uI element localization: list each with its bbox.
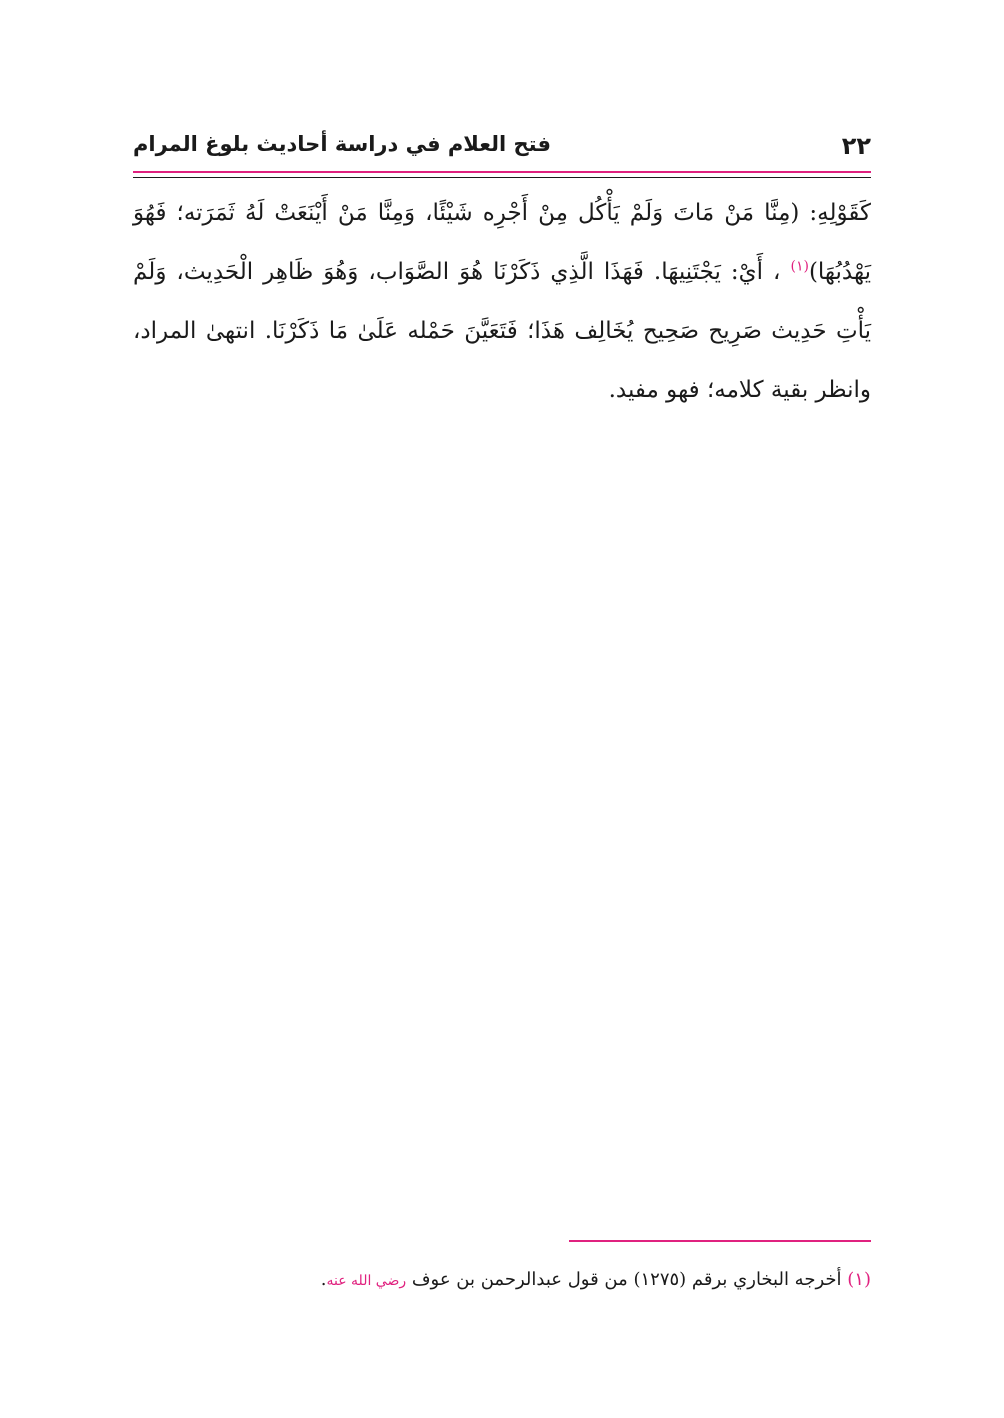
header-rule-thin (133, 177, 871, 178)
footnote-separator (569, 1240, 871, 1242)
page-number: ٢٢ (841, 132, 871, 160)
body-text-part-1: كَقَوْلِهِ: (مِنَّا مَنْ مَاتَ وَلَمْ يَأْكُل مِنْ أَجْرِه شَيْئًا، وَمِنَّا مَنْ أَيْنَعَتْ لَهُ ثَمَرَته؛ فَهُوَ يَهْدُبُهَا) (133, 200, 871, 285)
body-text-part-2: ، أَيْ: يَجْتَنِيهَا. فَهَذَا الَّذِي ذَكَرْنَا هُوَ الصَّوَاب، وَهُوَ ظَاهِر الْحَدِيث، وَلَمْ يَأْتِ حَدِيث صَرِيح صَحِيح يُخَالِف هَذَا؛ فَتَعَيَّنَ حَمْله عَلَىٰ مَا ذَكَرْنَا. انتهىٰ المراد، وانظر بقية كلامه؛ فهو مفيد. (133, 259, 871, 403)
body-text (133, 184, 871, 420)
footnote-reference[interactable]: (١) (790, 258, 809, 275)
running-title: فتح العلام في دراسة أحاديث بلوغ المرام (133, 132, 551, 156)
footnote-text: أخرجه البخاري برقم (١٢٧٥) من قول عبدالرحمن بن عوف (411, 1269, 842, 1290)
footnote-end: . (320, 1269, 327, 1290)
honorific-glyph: رضي الله عنه (326, 1273, 407, 1289)
footnote-number: (١) (847, 1269, 871, 1290)
footnote-1 (133, 1264, 871, 1297)
body-paragraph (133, 184, 871, 420)
page-header (133, 128, 871, 168)
header-rule-accent (133, 171, 871, 173)
